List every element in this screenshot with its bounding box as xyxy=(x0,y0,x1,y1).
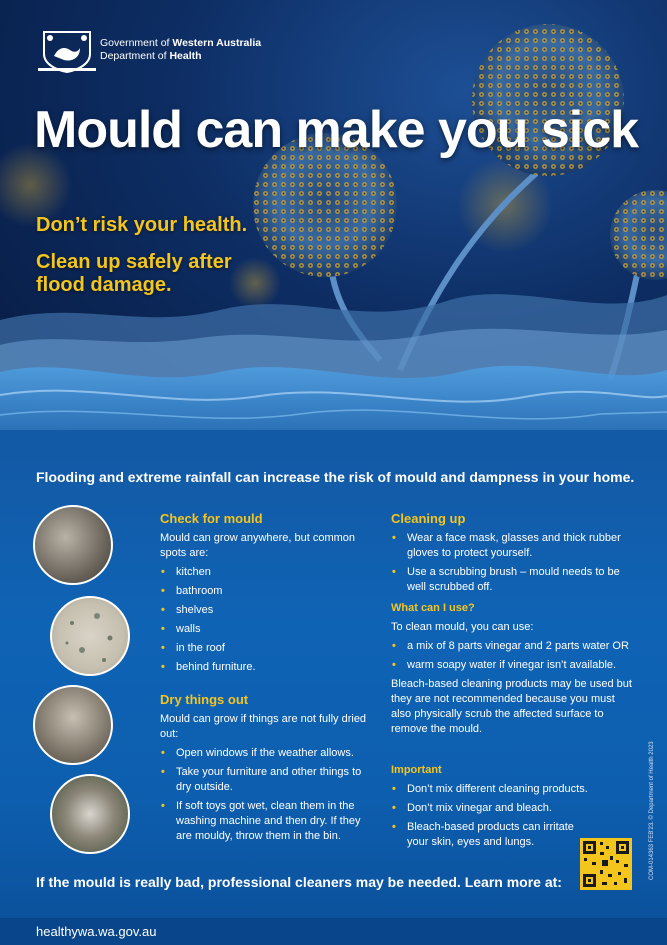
check-text: Mould can grow anywhere, but common spots are: xyxy=(160,532,356,559)
website-link[interactable]: healthywa.wa.gov.au xyxy=(36,924,157,939)
damaged-house-photo xyxy=(33,685,113,765)
tagline-1: Don’t risk your health. xyxy=(36,214,248,236)
list-item: • Don’t mix vinegar and bleach. xyxy=(391,801,591,816)
what-can-i-use-list xyxy=(391,639,636,673)
government-department-label: Government of Western Australia Department of Health xyxy=(100,37,262,62)
list-item: • Open windows if the weather allows. xyxy=(160,746,375,761)
intro-text: Flooding and extreme rainfall can increase the risk of mould and dampness in your home. xyxy=(36,469,635,485)
cleaning-heading: Cleaning up xyxy=(391,511,466,526)
flood-debris-photo xyxy=(50,774,130,854)
qr-code-icon[interactable] xyxy=(580,838,632,890)
flooded-room-photo xyxy=(33,505,113,585)
check-list xyxy=(160,565,375,675)
dry-heading: Dry things out xyxy=(160,692,249,707)
wa-government-crest-icon xyxy=(36,28,98,74)
list-item: • behind furniture. xyxy=(160,660,375,675)
page-title: Mould can make you sick xyxy=(34,101,639,159)
check-heading: Check for mould xyxy=(160,511,263,526)
bleach-text: Bleach-based cleaning products may be used but they are not recommended because you must also physically scrub the affected surface to remove the mould. xyxy=(391,678,632,735)
tagline-2: Clean up safely after xyxy=(36,251,232,273)
check-for-mould-section xyxy=(160,511,375,679)
what-can-i-use-heading: What can I use? xyxy=(391,602,475,614)
cleaning-up-section xyxy=(391,511,636,741)
list-item: • warm soapy water if vinegar isn’t available. xyxy=(391,658,636,673)
list-item: • kitchen xyxy=(160,565,375,580)
dry-things-out-section xyxy=(160,692,375,848)
list-item: • in the roof xyxy=(160,641,375,656)
list-item: • Don’t mix different cleaning products. xyxy=(391,782,591,797)
what-can-i-use-text: To clean mould, you can use: xyxy=(391,621,534,633)
list-item: • Use a scrubbing brush – mould needs to be well scrubbed off. xyxy=(391,565,636,595)
important-section xyxy=(391,763,591,854)
list-item: • Take your furniture and other things to dry outside. xyxy=(160,765,375,795)
dry-list xyxy=(160,746,375,844)
list-item: • Wear a face mask, glasses and thick rubber gloves to protect yourself. xyxy=(391,531,636,561)
list-item: • bathroom xyxy=(160,584,375,599)
tagline-3: flood damage. xyxy=(36,274,172,296)
mouldy-wall-photo xyxy=(50,596,130,676)
list-item: • Bleach-based products can irritate your skin, eyes and lungs. xyxy=(391,820,591,850)
important-list xyxy=(391,782,591,850)
cleaning-list xyxy=(391,531,636,595)
list-item: • shelves xyxy=(160,603,375,618)
dry-text: Mould can grow if things are not fully dried out: xyxy=(160,713,367,740)
list-item: • walls xyxy=(160,622,375,637)
document-code: COM-014363 FEB'23. © Department of Health 2023 xyxy=(649,741,655,880)
important-heading: Important xyxy=(391,764,442,776)
list-item: • If soft toys got wet, clean them in the washing machine and then dry. If they are mouldy, throw them in the bin. xyxy=(160,799,375,844)
list-item: • a mix of 8 parts vinegar and 2 parts water OR xyxy=(391,639,636,654)
learn-more-message: If the mould is really bad, professional cleaners may be needed. Learn more at: xyxy=(36,874,562,890)
